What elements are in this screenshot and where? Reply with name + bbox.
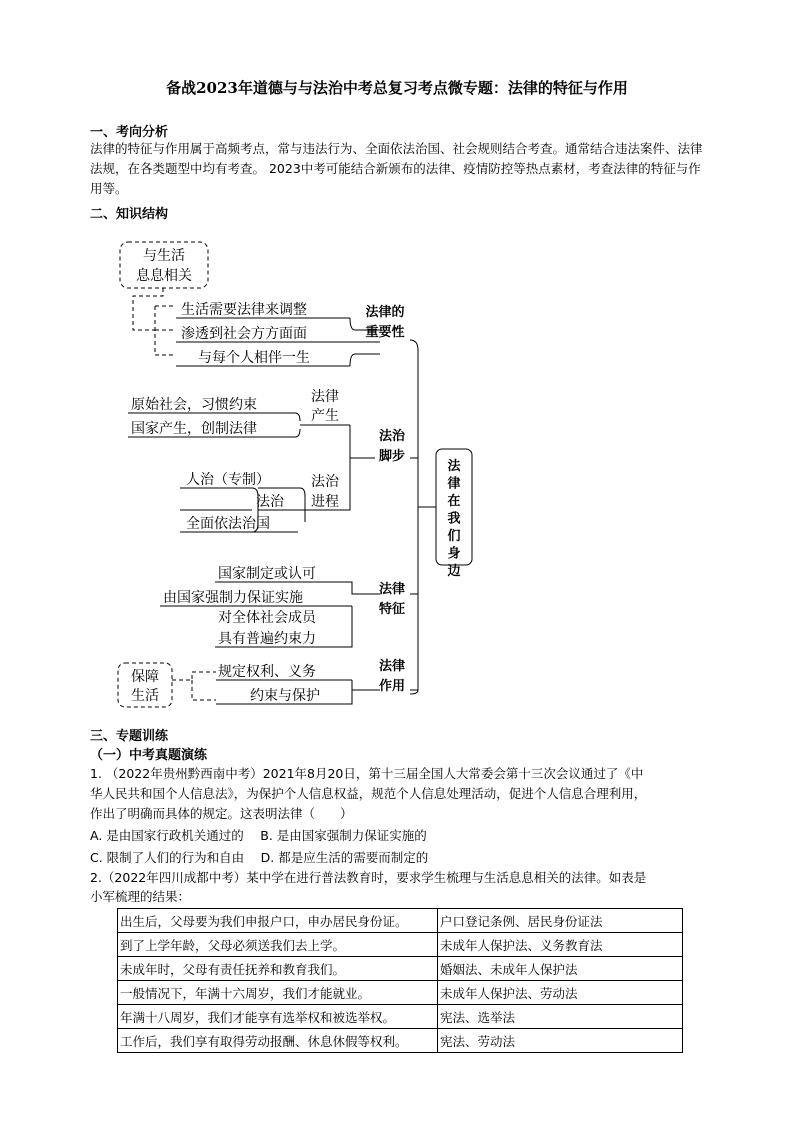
q1-line: 作出了明确而具体的规定。这表明法律（ ） [90,806,353,821]
q2-line: 小军梳理的结果： [90,889,191,904]
table-row [118,957,683,981]
birth-label-line1: 法律 [311,389,339,405]
q1-line: 华人民共和国个人信息法》，为保护个人信息权益，规范个人信息处理活动，促进个人信息合理利用， [90,786,647,801]
q1-option: C. 限制了人们的行为和自由 D. 都是应生活的需要而制定的 [90,850,429,865]
table-cell: 年满十八周岁，我们才能享有选举权和被选举权。 [118,1005,438,1029]
roles-label-line1: 法律 [378,659,406,674]
table-row [118,933,683,957]
features-label-line1: 法律 [378,582,406,597]
importance-item: 渗透到社会方方面面 [181,326,307,342]
law-table [117,908,683,1053]
q2-line: 2.（2022年四川成都中考）某中学在进行普法教育时，要求学生梳理与生活息息相关的法律。如表是 [90,870,647,885]
birth-label-line2: 产生 [311,408,339,424]
features-label-line2: 特征 [378,602,406,617]
importance-item: 与每个人相伴一生 [198,350,310,366]
table-cell: 未成年人保护法、劳动法 [438,981,683,1005]
life-box-line1: 与生活 [143,248,185,264]
root-label-text: 法律在我们身边 [447,459,461,579]
feature-item: 由国家强制力保证实施 [163,590,303,606]
table-cell: 婚姻法、未成年人保护法 [438,957,683,981]
table-cell: 未成年人保护法、义务教育法 [438,933,683,957]
process-label-line1: 法治 [311,474,339,490]
process-label-line2: 进程 [311,494,339,510]
table-row [118,1029,683,1053]
root-label [447,458,461,579]
table-row [118,909,683,933]
roles-label-line2: 作用 [378,679,406,694]
process-item: 人治（专制） [186,472,270,488]
page-title: 备战2023年道德与与法治中考总复习考点微专题：法律的特征与作用 [166,79,628,97]
feature-item: 具有普遍约束力 [218,631,316,647]
section-analysis-text: 法律的特征与作用属于高频考点，常与违法行为、全面依法治国、社会规则结合考查。通常结合违法案件、法律法规，在各类题型中均有考查。 2023中考可能结合新颁布的法律、疫情防控等热点素材，考查法律的特征与作用等。 [90,141,703,196]
steps-label-line1: 法治 [378,429,406,444]
role-item: 约束与保护 [250,688,320,704]
table-row [118,1005,683,1029]
importance-item: 生活需要法律来调整 [181,302,307,318]
table-cell: 一般情况下，年满十六周岁，我们才能就业。 [118,981,438,1005]
process-item: 法治 [256,494,284,510]
section-structure-heading: 二、知识结构 [90,207,169,222]
section-training-heading: 三、专题训练 [90,729,169,744]
protect-box-line2: 生活 [131,688,159,704]
q1-option: A. 是由国家行政机关通过的 B. 是由国家强制力保证实施的 [90,828,427,843]
feature-item: 对全体社会成员 [218,610,316,626]
table-row [118,981,683,1005]
steps-label-line2: 脚步 [378,449,406,464]
table-cell: 工作后，我们享有取得劳动报酬、休息休假等权利。 [118,1029,438,1053]
protect-box-line1: 保障 [131,669,159,685]
q1-line: 1. （2022年贵州黔西南中考）2021年8月20日，第十三届全国人大常委会第十三次会议通过了《中 [90,766,644,781]
section-analysis-heading: 一、考向分析 [90,125,169,140]
importance-label-line1: 法律的 [365,305,405,320]
table-cell: 出生后，父母要为我们申报户口，申办居民身份证。 [118,909,438,933]
importance-label-line2: 重要性 [365,325,405,340]
table-cell: 到了上学年龄，父母必须送我们去上学。 [118,933,438,957]
life-box-line2: 息息相关 [136,268,192,284]
subsection-heading: （一）中考真题演练 [90,748,208,763]
birth-item: 原始社会，习惯约束 [131,397,257,413]
table-cell: 户口登记条例、居民身份证法 [438,909,683,933]
table-cell: 未成年时，父母有责任抚养和教育我们。 [118,957,438,981]
table-cell: 宪法、劳动法 [438,1029,683,1053]
table-cell: 宪法、选举法 [438,1005,683,1029]
birth-item: 国家产生，创制法律 [131,421,257,437]
feature-item: 国家制定或认可 [218,566,316,582]
role-item: 规定权利、义务 [218,664,316,680]
process-item: 全面依法治国 [186,516,270,532]
